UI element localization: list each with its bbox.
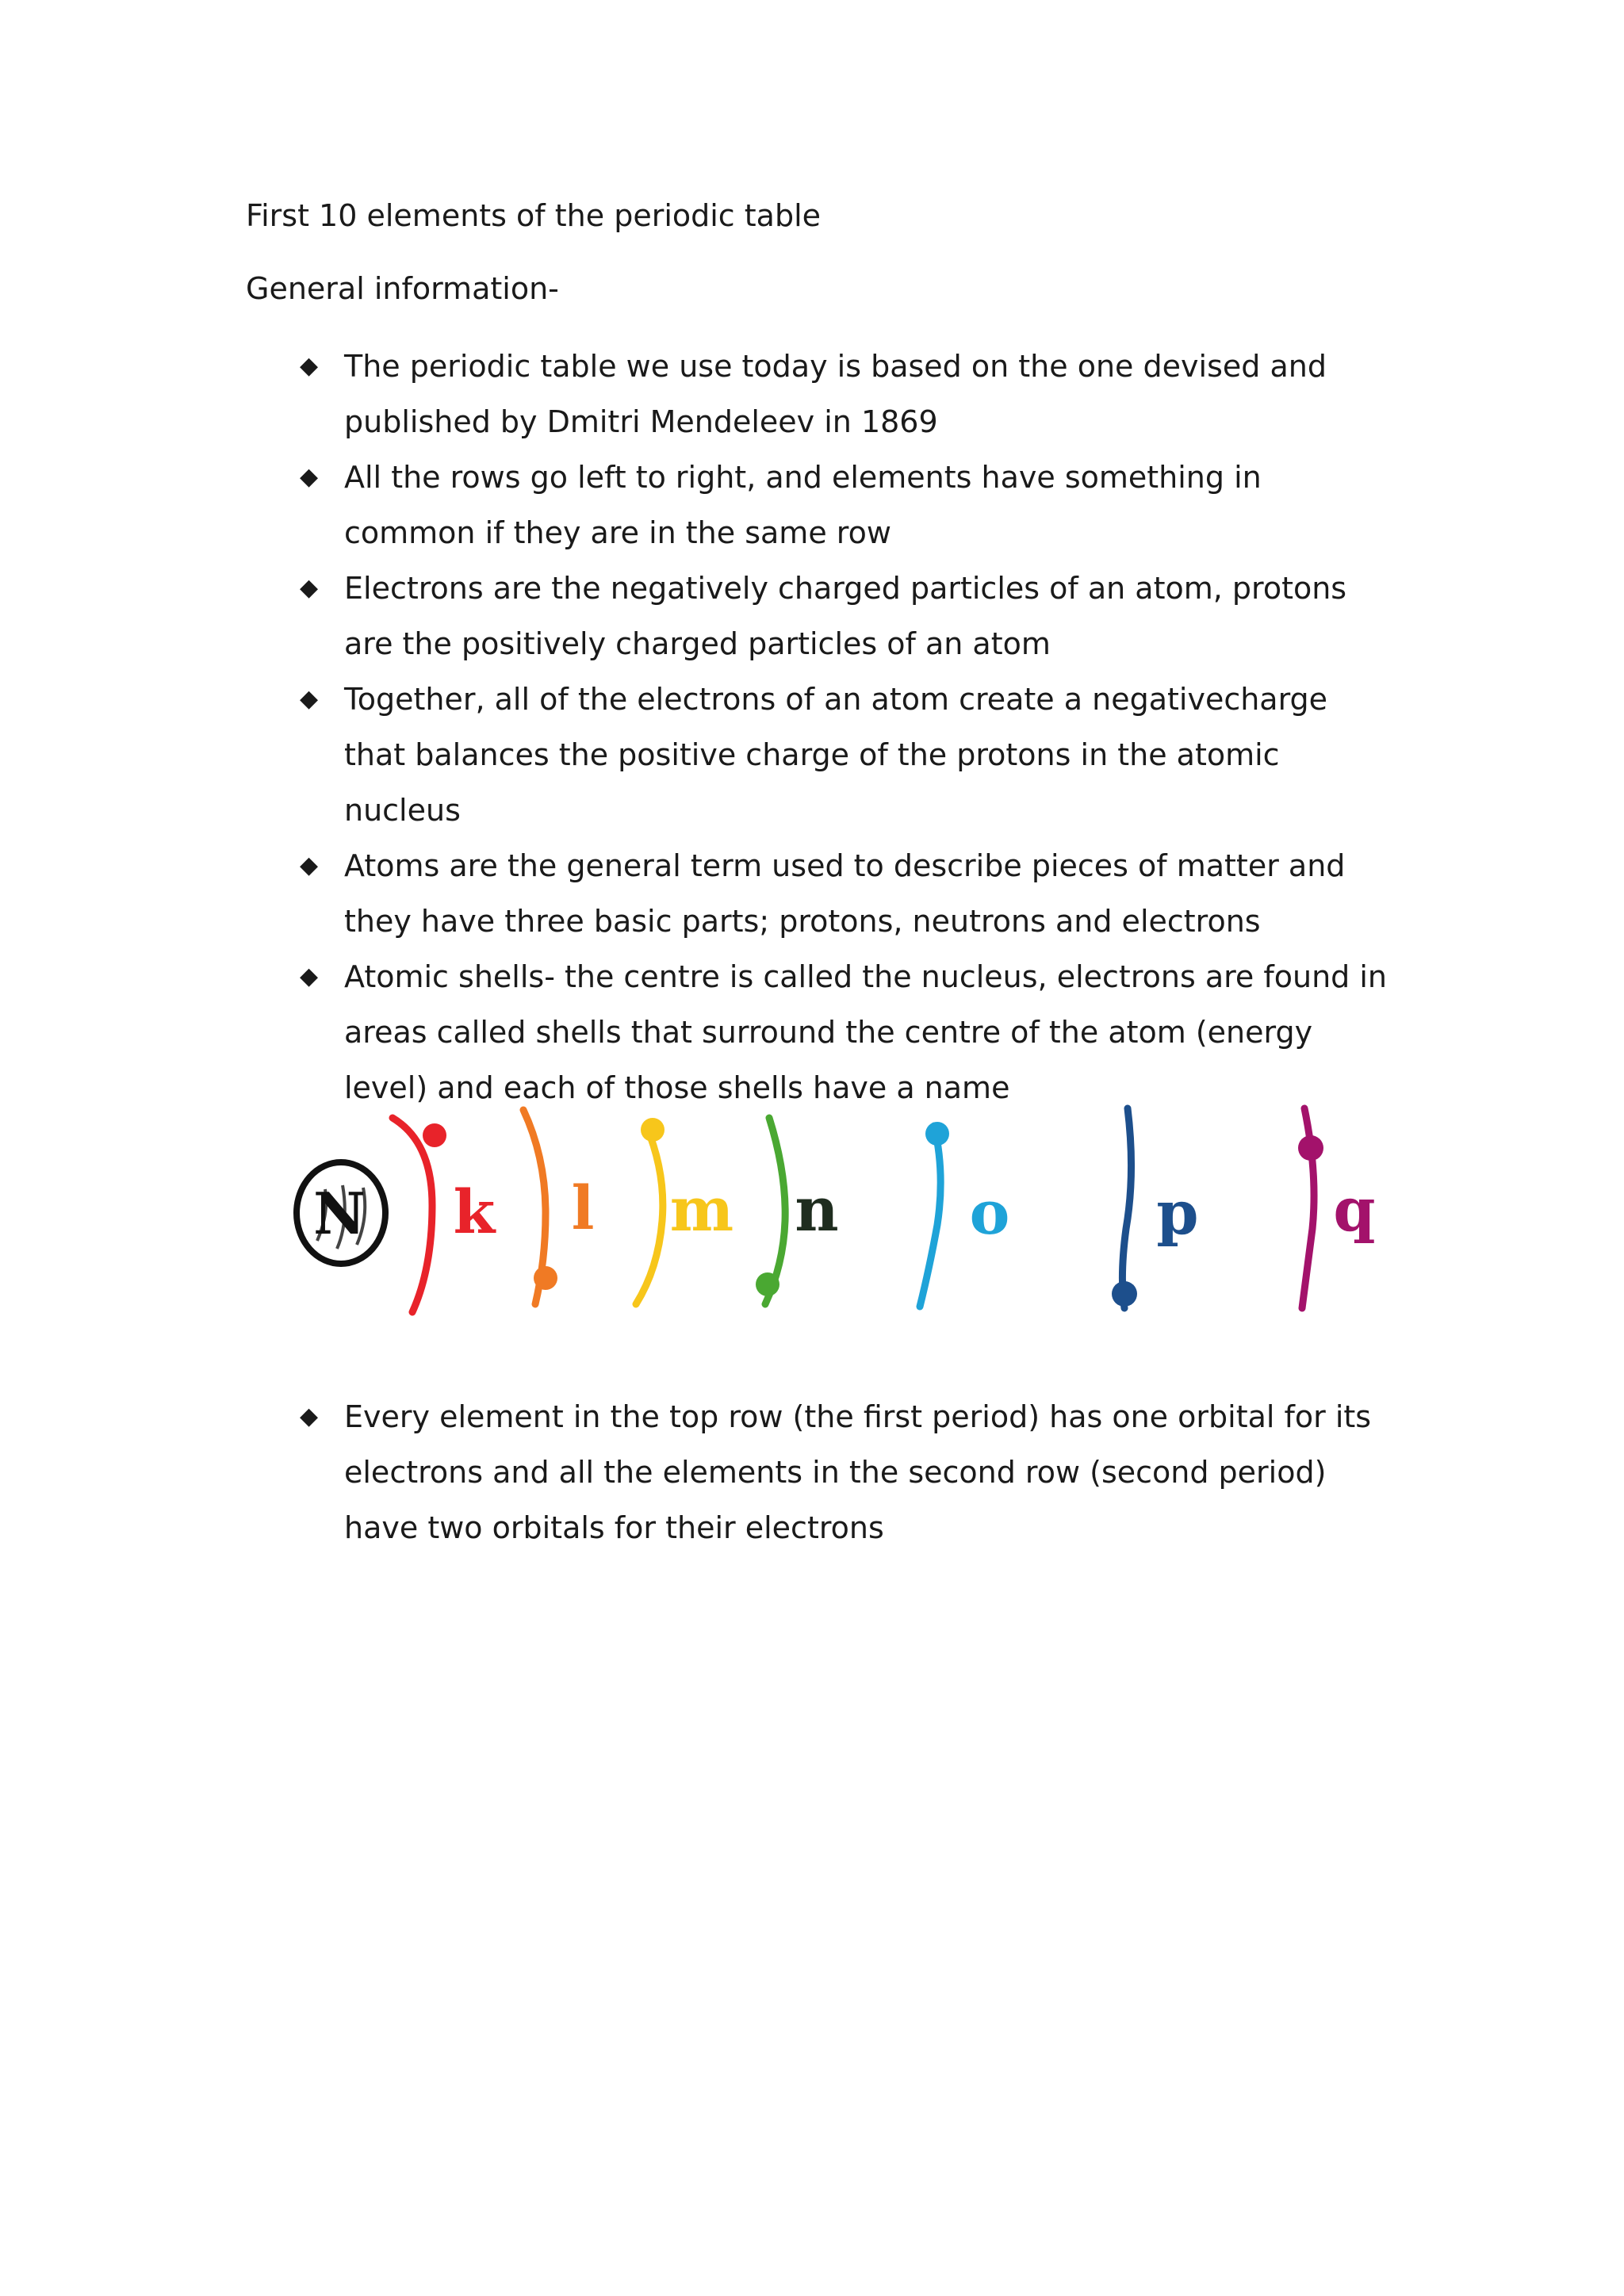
diamond-bullet-icon: ◆ — [300, 352, 319, 380]
list-item — [293, 1389, 1388, 1556]
nucleus — [297, 1162, 385, 1264]
shell-q — [1298, 1108, 1376, 1308]
shell-o — [920, 1122, 1009, 1307]
list-item — [293, 949, 1388, 1115]
list-item — [293, 672, 1388, 838]
list-item-text: Atomic shells- the centre is called the nucleus, electrons are found in areas called shells that surround the centre of the atom (energy level) and each of those shells have a name — [344, 959, 1387, 1105]
diamond-bullet-icon: ◆ — [300, 463, 319, 491]
diamond-bullet-icon: ◆ — [300, 574, 319, 602]
list-item — [293, 561, 1388, 672]
shell-l — [523, 1110, 594, 1304]
list-item-text: Together, all of the electrons of an atom create a negativecharge that balances the positive charge of the protons in the atomic nucleus — [344, 682, 1328, 828]
list-item-text: All the rows go left to right, and elements have something in common if they are in the same row — [344, 460, 1262, 550]
list-item-text: Atoms are the general term used to describe pieces of matter and they have three basic parts; protons, neutrons and electrons — [344, 848, 1346, 939]
shell-label-l: l — [571, 1173, 595, 1243]
diamond-bullet-icon: ◆ — [300, 1402, 319, 1430]
shell-label-n: n — [795, 1174, 839, 1245]
bullet-list-top — [293, 339, 1388, 1115]
list-item — [293, 838, 1388, 949]
diamond-bullet-icon: ◆ — [300, 685, 319, 713]
shell-p — [1112, 1108, 1199, 1308]
shell-label-k: k — [453, 1177, 496, 1247]
shell-label-m: m — [669, 1174, 734, 1245]
section-heading: General information- — [246, 271, 559, 306]
shell-label-q: q — [1333, 1174, 1376, 1245]
diamond-bullet-icon: ◆ — [300, 962, 319, 990]
shell-n — [756, 1118, 839, 1304]
list-item — [293, 339, 1388, 450]
diamond-bullet-icon: ◆ — [300, 851, 319, 879]
atomic-shells-figure — [293, 1094, 1388, 1332]
list-item-text: Every element in the top row (the first period) has one orbital for its electrons and all the elements in the second row (second period) have two orbitals for their electrons — [344, 1399, 1372, 1545]
shell-label-p: p — [1156, 1177, 1199, 1248]
shell-m — [636, 1118, 733, 1304]
list-item — [293, 450, 1388, 561]
shell-k — [393, 1118, 496, 1312]
document-title: First 10 elements of the periodic table — [246, 198, 822, 233]
atomic-shells-illustration — [293, 1094, 1388, 1332]
list-item-text: The periodic table we use today is based on the one devised and published by Dmitri Mendeleev in 1869 — [344, 349, 1327, 439]
nucleus-label: N — [313, 1180, 366, 1247]
list-item-text: Electrons are the negatively charged particles of an atom, protons are the positively charged particles of an atom — [344, 571, 1347, 661]
shell-label-o: o — [969, 1177, 1010, 1248]
bullet-list-bottom — [293, 1389, 1388, 1556]
